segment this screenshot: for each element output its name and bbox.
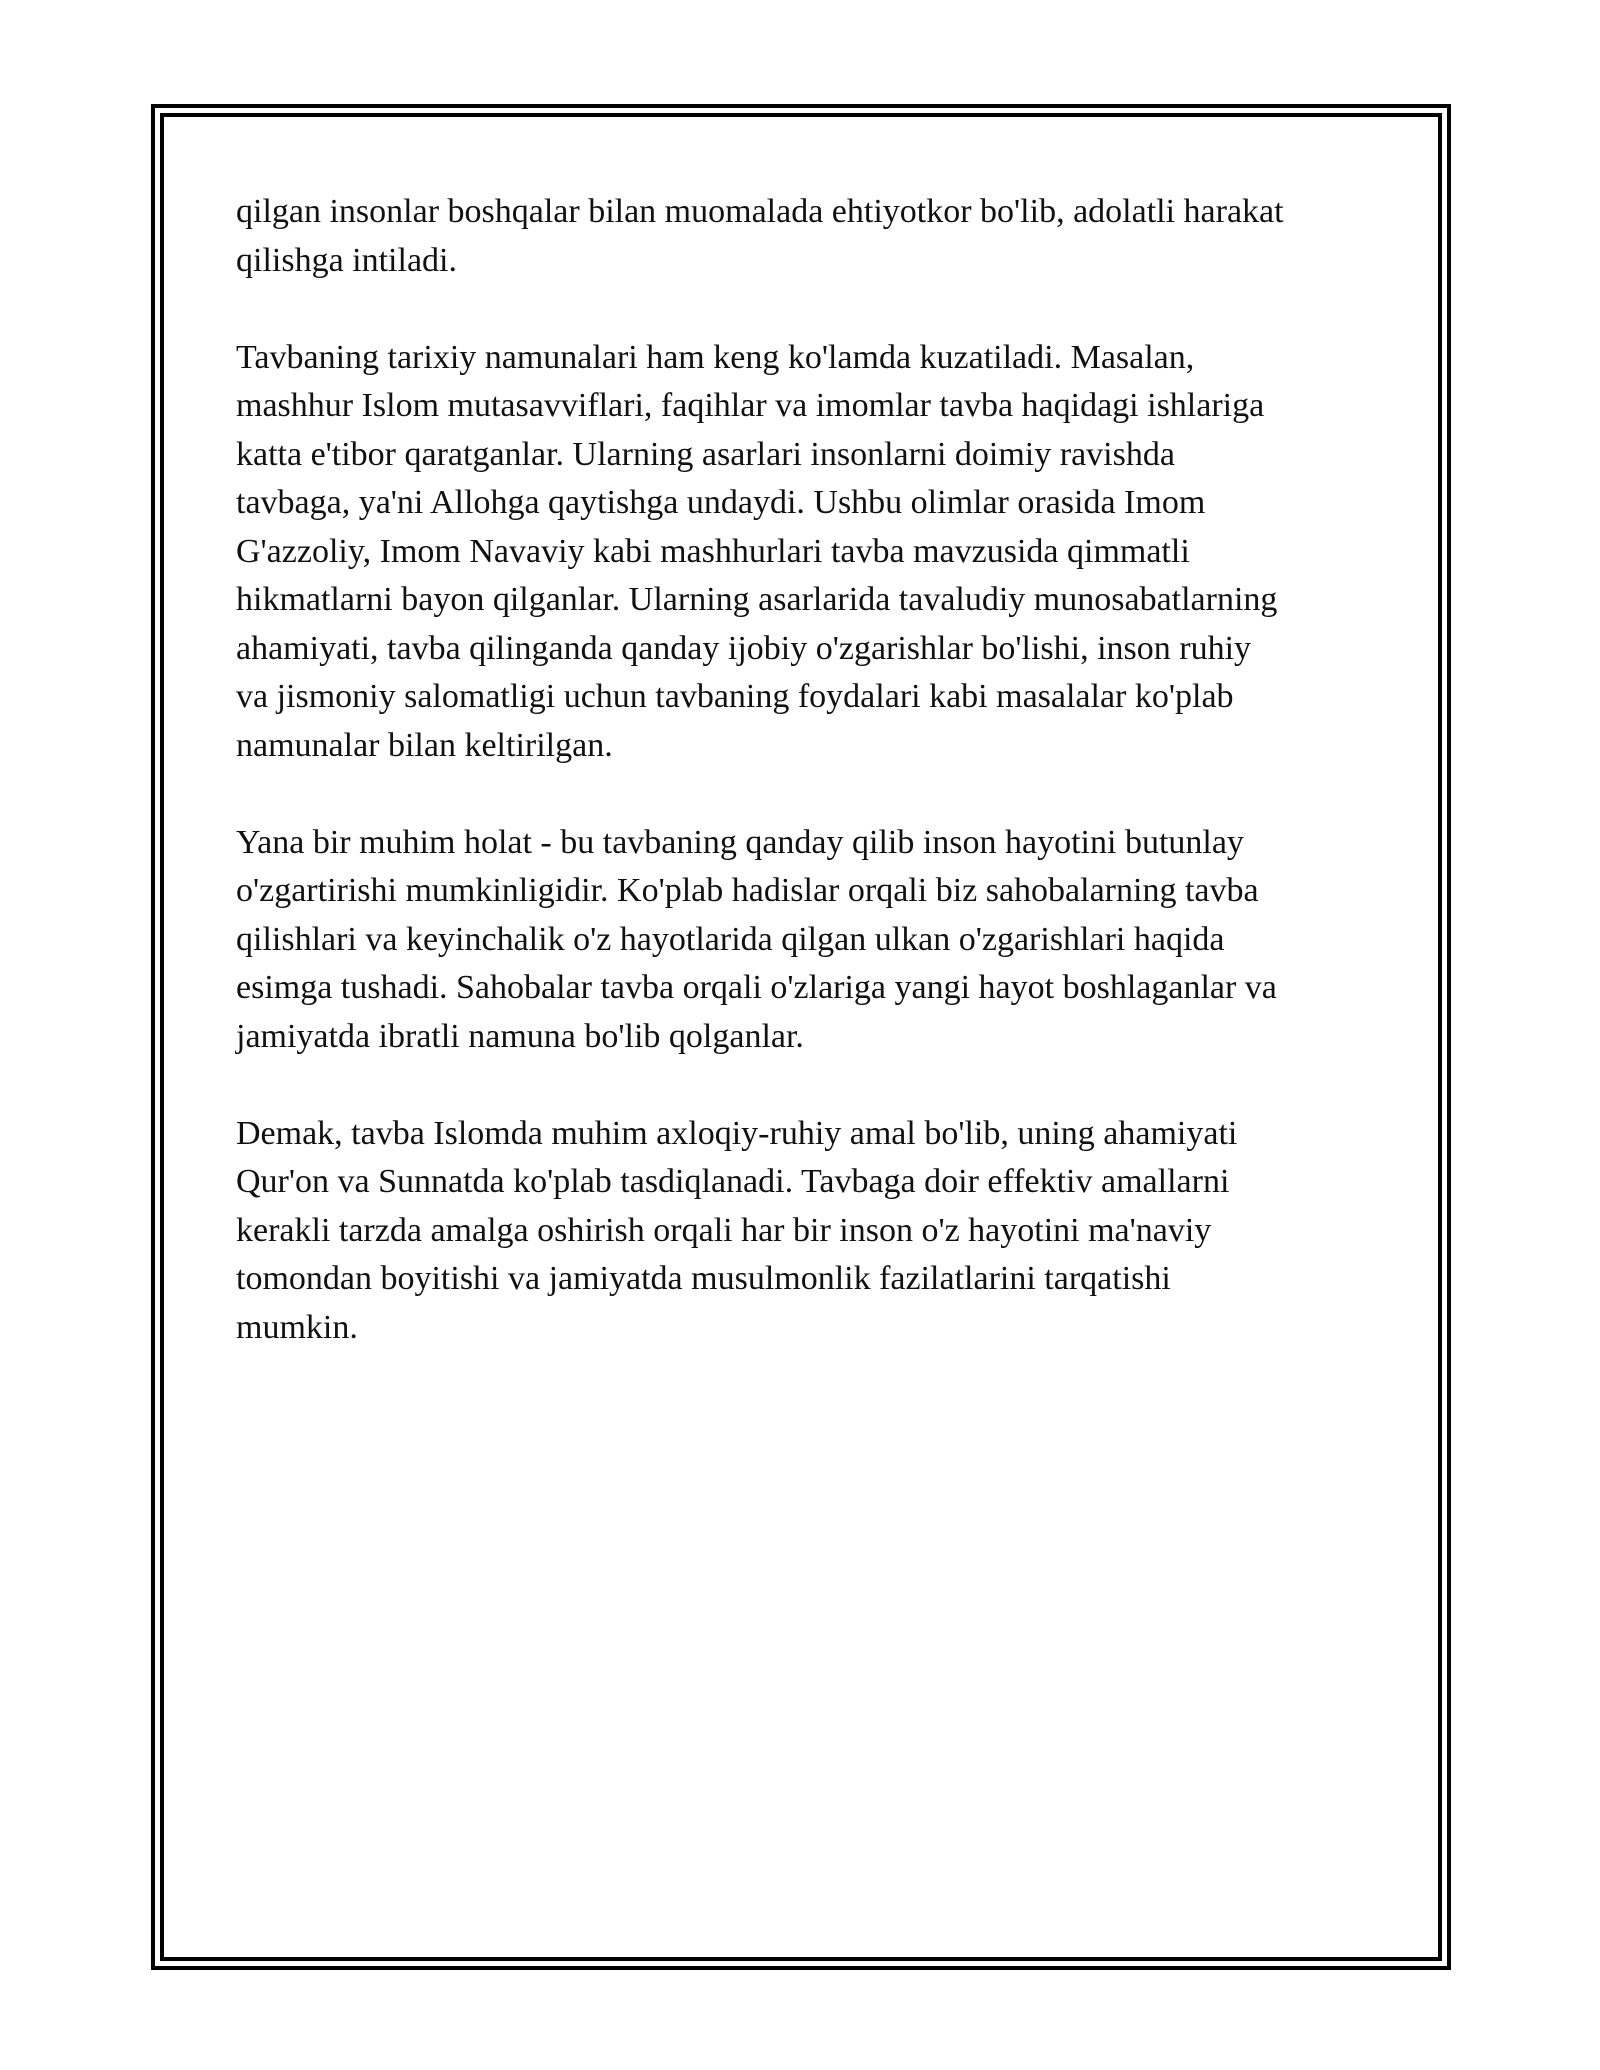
- paragraph-3: Yana bir muhim holat - bu tavbaning qanday qilib inson hayotini butunlay o'zgartirishi mumkinligidir. Ko'plab hadislar orqali biz sahobalarning tavba qilishlari va keyinchalik o'z hayotlarida qilgan ulkan o'zgarishlari haqida esimga tushadi. Sahobalar tavba orqali o'zlariga yangi hayot boshlaganlar va jamiyatda ibratli namuna bo'lib qolganlar.: [236, 823, 1277, 1055]
- paragraph-1: qilgan insonlar boshqalar bilan muomalada ehtiyotkor bo'lib, adolatli harakat qilishga intiladi.: [236, 193, 1284, 279]
- paragraph-4: Demak, tavba Islomda muhim axloqiy-ruhiy amal bo'lib, uning ahamiyati Qur'on va Sunnatda ko'plab tasdiqlanadi. Tavbaga doir effektiv amallarni kerakli tarzda amalga oshirish orqali har bir inson o'z hayotini ma'naviy tomondan boyitishi va jamiyatda musulmonlik fazilatlarini tarqatishi mumkin.: [236, 1114, 1238, 1346]
- paragraph-2: Tavbaning tarixiy namunalari ham keng ko'lamda kuzatiladi. Masalan, mashhur Islom mutasavviflari, faqihlar va imomlar tavba haqidagi ishlariga katta e'tibor qaratganlar. Ularning asarlari insonlarni doimiy ravishda tavbaga, ya'ni Allohga qaytishga undaydi. Ushbu olimlar orasida Imom G'azzoliy, Imom Navaviy kabi mashhurlari tavba mavzusida qimmatli hikmatlarni bayon qilganlar. Ularning asarlarida tavaludiy munosabatlarning ahamiyati, tavba qilinganda qanday ijobiy o'zgarishlar bo'lishi, inson ruhiy va jismoniy salomatligi uchun tavbaning foydalari kabi masalalar ko'plab namunalar bilan keltirilgan.: [236, 338, 1278, 764]
- document-body: [236, 188, 1376, 1401]
